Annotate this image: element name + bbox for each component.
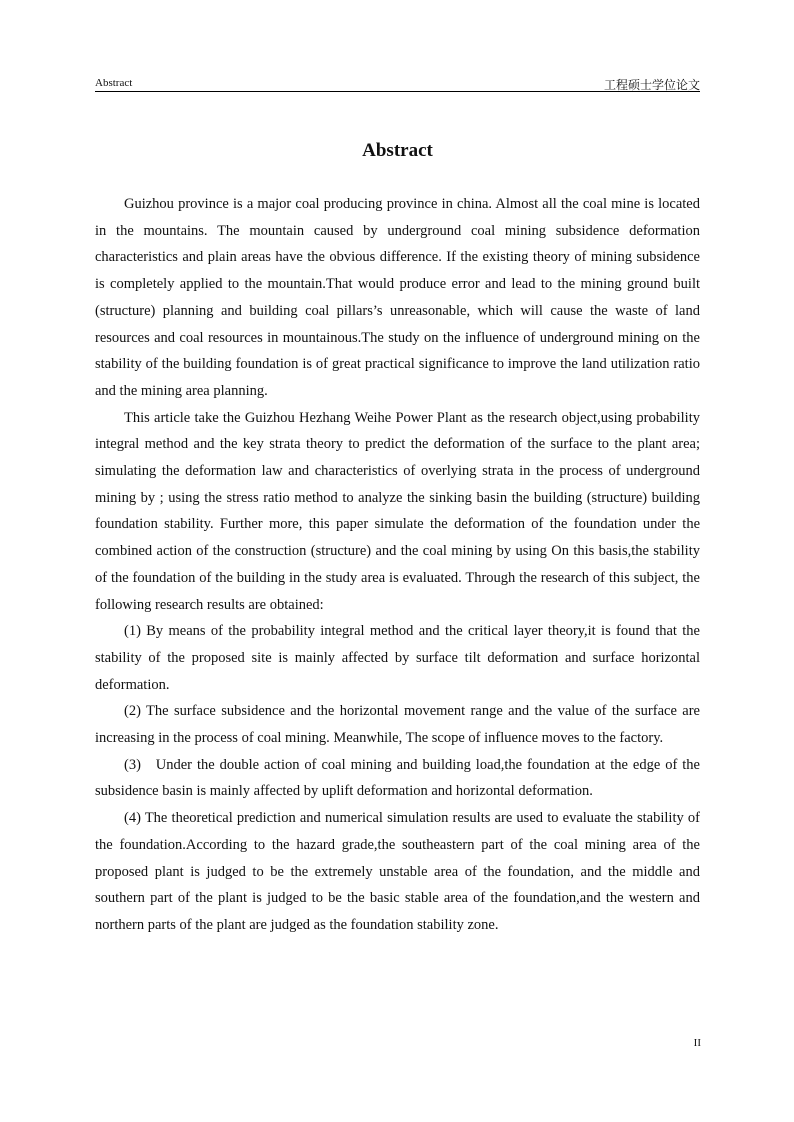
- paragraph: (3) Under the double action of coal mining and building load,the foundation at the edge of the subsidence basin is mainly affected by uplift deformation and horizontal deformation.: [95, 756, 704, 800]
- paragraph: (4) The theoretical prediction and numerical simulation results are used to evaluate the stability of the foundation.According to the hazard grade,the southeastern part of the coal mining area of the proposed plant is judged to be the extremely unstable area of the foundation, and the middle and southern part of the plant is judged to be the basic stable area of the foundation,and the western and northern parts of the plant are judged as the foundation stability zone.: [95, 810, 700, 933]
- paragraph: (2) The surface subsidence and the horizontal movement range and the value of the surface are increasing in the process of coal mining. Meanwhile, The scope of influence moves to the factory.: [95, 703, 704, 747]
- paragraph: (1) By means of the probability integral method and the critical layer theory,it is found that the stability of the proposed site is mainly affected by surface tilt deformation and surface horizontal deformation.: [95, 623, 700, 693]
- header-section-label: Abstract: [95, 77, 133, 89]
- header-thesis-label: 工程硕士学位论文: [603, 78, 700, 92]
- abstract-body: [95, 191, 704, 939]
- paragraph: This article take the Guizhou Hezhang Weihe Power Plant as the research object,using probability integral method and the key strata theory to predict the deformation of the surface to the plant area; simulating the deformation law and characteristics of overlying strata in the process of underground mining by ; using the stress ratio method to analyze the sinking basin the building (structure) building foundation stability. Further more, this paper simulate the deformation of the foundation under the combined action of the construction (structure) and the coal mining by using On this basis,the stability of the foundation of the building in the study area is evaluated. Through the research of this subject, the following research results are obtained:: [95, 409, 700, 613]
- paragraph: Guizhou province is a major coal producing province in china. Almost all the coal mine is located in the mountains. The mountain caused by underground coal mining subsidence deformation characteristics and plain areas have the obvious difference. If the existing theory of mining subsidence is completely applied to the mountain.That would produce error and lead to the mining ground built (structure) planning and building coal pillars’s unreasonable, which will cause the waste of land resources and coal resources in mountainous.The study on the influence of underground mining on the stability of the building foundation is of great practical significance to improve the land utilization ratio and the mining area planning.: [95, 196, 700, 399]
- page-title: Abstract: [362, 140, 433, 161]
- page-number: II: [693, 1037, 701, 1049]
- page-header: [95, 76, 700, 92]
